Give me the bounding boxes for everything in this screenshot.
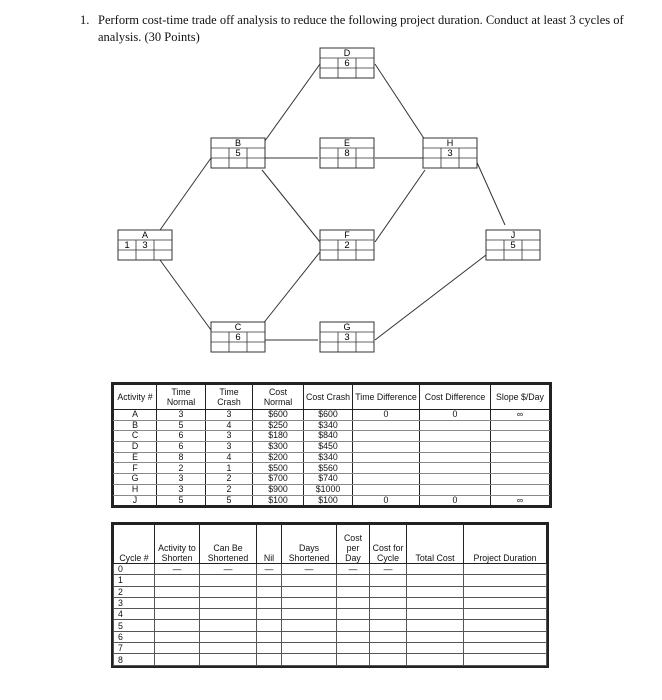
- network-edges: [160, 64, 505, 340]
- cell-time-crash: 5: [206, 495, 253, 506]
- cell-nil: [257, 597, 282, 608]
- cell-slope: [491, 452, 550, 463]
- cell-time-diff: [353, 431, 420, 442]
- cell-time-diff: [353, 452, 420, 463]
- cell-cost-crash: $100: [304, 495, 353, 506]
- node-c: [211, 322, 265, 352]
- cell-total: [407, 597, 464, 608]
- cell-cost-diff: [420, 474, 491, 485]
- activity-table-header: [114, 385, 550, 410]
- cell-cfc: [370, 654, 407, 665]
- cell-activity: C: [114, 431, 157, 442]
- cell-cpd: [337, 631, 370, 642]
- cell-cost-crash: $450: [304, 442, 353, 453]
- node-b: [211, 138, 265, 168]
- cell-can: [200, 597, 257, 608]
- cell-cfc: [370, 620, 407, 631]
- cell-days: [282, 643, 337, 654]
- cell-time-diff: [353, 442, 420, 453]
- cycle-row: [114, 597, 547, 608]
- cycle-row: [114, 620, 547, 631]
- cell-nil: [257, 631, 282, 642]
- cell-duration: [464, 597, 547, 608]
- cell-slope: [491, 431, 550, 442]
- cell-activity: [155, 620, 200, 631]
- edge-b-d: [262, 64, 320, 145]
- activity-row: [114, 442, 550, 453]
- cell-cfc: —: [370, 564, 407, 575]
- cell-cost-crash: $840: [304, 431, 353, 442]
- cell-cost-normal: $100: [253, 495, 304, 506]
- node-label: J: [510, 230, 516, 240]
- cell-cpd: [337, 609, 370, 620]
- node-duration: 5: [235, 148, 241, 159]
- cell-cost-diff: [420, 484, 491, 495]
- cell-time-diff: 0: [353, 410, 420, 421]
- cell-cost-diff: [420, 452, 491, 463]
- node-duration: 8: [344, 148, 350, 159]
- cell-time-diff: 0: [353, 495, 420, 506]
- cell-cost-crash: $560: [304, 463, 353, 474]
- cell-cost-normal: $600: [253, 410, 304, 421]
- node-duration: 6: [344, 58, 350, 69]
- col-nil: Nil: [257, 525, 282, 564]
- cell-cpd: [337, 643, 370, 654]
- cell-total: [407, 564, 464, 575]
- node-label: D: [343, 48, 351, 58]
- cell-activity: H: [114, 484, 157, 495]
- cell-total: [407, 586, 464, 597]
- cycle-row: [114, 631, 547, 642]
- cell-total: [407, 620, 464, 631]
- cell-can: —: [200, 564, 257, 575]
- cell-days: —: [282, 564, 337, 575]
- activity-row: [114, 410, 550, 421]
- node-label: B: [234, 138, 242, 148]
- cell-cycle: 7: [114, 643, 155, 654]
- cell-total: [407, 654, 464, 665]
- cycle-row: [114, 586, 547, 597]
- node-e: [320, 138, 374, 168]
- cell-cost-crash: $1000: [304, 484, 353, 495]
- cell-days: [282, 631, 337, 642]
- cell-time-diff: [353, 463, 420, 474]
- cell-cfc: [370, 575, 407, 586]
- cell-can: [200, 609, 257, 620]
- cell-can: [200, 586, 257, 597]
- cell-cost-normal: $900: [253, 484, 304, 495]
- cell-nil: [257, 654, 282, 665]
- activity-table: [113, 384, 550, 506]
- cell-duration: [464, 620, 547, 631]
- cell-cost-normal: $200: [253, 452, 304, 463]
- cell-time-normal: 6: [157, 431, 206, 442]
- activity-row: [114, 484, 550, 495]
- cell-cost-diff: [420, 442, 491, 453]
- cell-time-normal: 8: [157, 452, 206, 463]
- cell-cost-crash: $340: [304, 452, 353, 463]
- edge-g-j: [375, 255, 486, 340]
- col-activity-to-shorten: Activity to Shorten: [155, 525, 200, 564]
- cell-cost-normal: $300: [253, 442, 304, 453]
- cell-time-diff: [353, 484, 420, 495]
- cell-cpd: [337, 597, 370, 608]
- cell-activity: A: [114, 410, 157, 421]
- cell-can: [200, 643, 257, 654]
- edge-a-c: [160, 260, 211, 330]
- cell-total: [407, 643, 464, 654]
- cell-cycle: 4: [114, 609, 155, 620]
- node-label: E: [343, 138, 351, 148]
- cell-total: [407, 575, 464, 586]
- cell-duration: [464, 643, 547, 654]
- col-project-duration: Project Duration: [464, 525, 547, 564]
- cell-cfc: [370, 597, 407, 608]
- cell-time-crash: 3: [206, 442, 253, 453]
- col-cost-for-cycle: Cost for Cycle: [370, 525, 407, 564]
- cell-cost-diff: 0: [420, 495, 491, 506]
- cell-can: [200, 631, 257, 642]
- col-days-shortened: Days Shortened: [282, 525, 337, 564]
- cell-days: [282, 609, 337, 620]
- col-cost-normal: Cost Normal: [253, 385, 304, 410]
- cell-cpd: [337, 575, 370, 586]
- cell-time-normal: 3: [157, 474, 206, 485]
- cell-time-crash: 2: [206, 484, 253, 495]
- cell-slope: ∞: [491, 495, 550, 506]
- cell-activity: [155, 597, 200, 608]
- cell-cost-crash: $340: [304, 420, 353, 431]
- cell-time-crash: 2: [206, 474, 253, 485]
- cell-days: [282, 654, 337, 665]
- cell-days: [282, 586, 337, 597]
- cell-activity: —: [155, 564, 200, 575]
- cell-slope: [491, 420, 550, 431]
- node-duration: 3: [344, 332, 350, 343]
- edge-f-h: [375, 170, 425, 242]
- question-number: 1.: [80, 13, 90, 27]
- cell-cost-diff: 0: [420, 410, 491, 421]
- cell-duration: [464, 609, 547, 620]
- cell-cost-diff: [420, 431, 491, 442]
- node-f: [320, 230, 374, 260]
- cell-time-normal: 6: [157, 442, 206, 453]
- cell-activity: [155, 631, 200, 642]
- cell-can: [200, 575, 257, 586]
- cell-time-normal: 5: [157, 420, 206, 431]
- cell-slope: [491, 463, 550, 474]
- cell-cycle: 5: [114, 620, 155, 631]
- col-time-crash: Time Crash: [206, 385, 253, 410]
- col-can-be-shortened: Can Be Shortened: [200, 525, 257, 564]
- col-time-difference: Time Difference: [353, 385, 420, 410]
- cycle-table: [113, 524, 547, 666]
- cell-time-diff: [353, 474, 420, 485]
- cell-cpd: —: [337, 564, 370, 575]
- cell-total: [407, 631, 464, 642]
- activity-row: [114, 431, 550, 442]
- cell-cycle: 8: [114, 654, 155, 665]
- cell-duration: [464, 631, 547, 642]
- cell-days: [282, 575, 337, 586]
- cell-cfc: [370, 586, 407, 597]
- cell-slope: [491, 484, 550, 495]
- cell-nil: [257, 620, 282, 631]
- node-a: [118, 230, 172, 260]
- node-label: H: [446, 138, 454, 148]
- node-duration: 2: [344, 240, 350, 251]
- cell-activity: G: [114, 474, 157, 485]
- cell-time-normal: 2: [157, 463, 206, 474]
- cell-cfc: [370, 643, 407, 654]
- cell-cycle: 3: [114, 597, 155, 608]
- edge-h-j: [475, 158, 505, 225]
- cell-activity: [155, 586, 200, 597]
- cell-cpd: [337, 586, 370, 597]
- cell-activity: J: [114, 495, 157, 506]
- cell-time-crash: 3: [206, 410, 253, 421]
- node-d: [320, 48, 374, 78]
- edge-a-b: [160, 158, 211, 230]
- cell-time-crash: 1: [206, 463, 253, 474]
- node-label: G: [343, 322, 351, 332]
- cell-activity: [155, 654, 200, 665]
- cell-time-normal: 3: [157, 410, 206, 421]
- cell-cost-crash: $740: [304, 474, 353, 485]
- node-g: [320, 322, 374, 352]
- edge-b-f: [262, 170, 320, 242]
- cell-cost-diff: [420, 463, 491, 474]
- col-total-cost: Total Cost: [407, 525, 464, 564]
- cycle-row: [114, 564, 547, 575]
- activity-row: [114, 495, 550, 506]
- node-start: 1: [124, 240, 130, 251]
- col-cycle: Cycle #: [114, 525, 155, 564]
- cell-slope: [491, 442, 550, 453]
- cell-activity: D: [114, 442, 157, 453]
- cell-cost-normal: $250: [253, 420, 304, 431]
- cell-cfc: [370, 609, 407, 620]
- cycle-row: [114, 609, 547, 620]
- cell-time-crash: 4: [206, 452, 253, 463]
- col-time-normal: Time Normal: [157, 385, 206, 410]
- node-duration: 3: [142, 240, 148, 251]
- cell-cost-normal: $700: [253, 474, 304, 485]
- cell-cpd: [337, 620, 370, 631]
- activity-row: [114, 463, 550, 474]
- cycle-row: [114, 643, 547, 654]
- cell-activity: F: [114, 463, 157, 474]
- cell-cost-crash: $600: [304, 410, 353, 421]
- cell-can: [200, 620, 257, 631]
- cell-cycle: 1: [114, 575, 155, 586]
- cell-duration: [464, 586, 547, 597]
- cell-duration: [464, 564, 547, 575]
- cell-activity: [155, 609, 200, 620]
- edge-d-h: [375, 64, 425, 140]
- question-text: Perform cost-time trade off analysis to reduce the following project duration. Conduct at least 3 cycles of analysis. (30 Points): [98, 13, 624, 44]
- edge-c-f: [262, 252, 320, 325]
- node-duration: 3: [447, 148, 453, 159]
- cell-cost-diff: [420, 420, 491, 431]
- cell-nil: [257, 643, 282, 654]
- node-h: [423, 138, 477, 168]
- cell-time-crash: 3: [206, 431, 253, 442]
- cell-nil: [257, 586, 282, 597]
- activity-row: [114, 420, 550, 431]
- cell-cycle: 6: [114, 631, 155, 642]
- cell-nil: —: [257, 564, 282, 575]
- cycle-row: [114, 575, 547, 586]
- cell-activity: B: [114, 420, 157, 431]
- cell-cost-normal: $180: [253, 431, 304, 442]
- cell-time-normal: 3: [157, 484, 206, 495]
- node-label: A: [141, 230, 149, 240]
- col-activity: Activity #: [114, 385, 157, 410]
- col-cost-per-day: Cost per Day: [337, 525, 370, 564]
- cell-activity: E: [114, 452, 157, 463]
- cell-time-crash: 4: [206, 420, 253, 431]
- cycle-row: [114, 654, 547, 665]
- cell-nil: [257, 609, 282, 620]
- col-cost-difference: Cost Difference: [420, 385, 491, 410]
- col-slope: Slope $/Day: [491, 385, 550, 410]
- cell-cpd: [337, 654, 370, 665]
- node-label: C: [234, 322, 242, 332]
- cell-cost-normal: $500: [253, 463, 304, 474]
- activity-row: [114, 452, 550, 463]
- node-j: [486, 230, 540, 260]
- cycle-table-header: [114, 525, 547, 564]
- cell-days: [282, 597, 337, 608]
- cell-time-diff: [353, 420, 420, 431]
- cell-can: [200, 654, 257, 665]
- cell-nil: [257, 575, 282, 586]
- cell-duration: [464, 654, 547, 665]
- cell-cfc: [370, 631, 407, 642]
- cell-total: [407, 609, 464, 620]
- cell-activity: [155, 575, 200, 586]
- activity-row: [114, 474, 550, 485]
- node-duration: 6: [235, 332, 241, 343]
- node-label: F: [344, 230, 350, 240]
- cell-cycle: 0: [114, 564, 155, 575]
- cell-cycle: 2: [114, 586, 155, 597]
- cell-slope: ∞: [491, 410, 550, 421]
- cell-slope: [491, 474, 550, 485]
- cell-time-normal: 5: [157, 495, 206, 506]
- node-duration: 5: [510, 240, 516, 251]
- cell-days: [282, 620, 337, 631]
- col-cost-crash: Cost Crash: [304, 385, 353, 410]
- cell-activity: [155, 643, 200, 654]
- cell-duration: [464, 575, 547, 586]
